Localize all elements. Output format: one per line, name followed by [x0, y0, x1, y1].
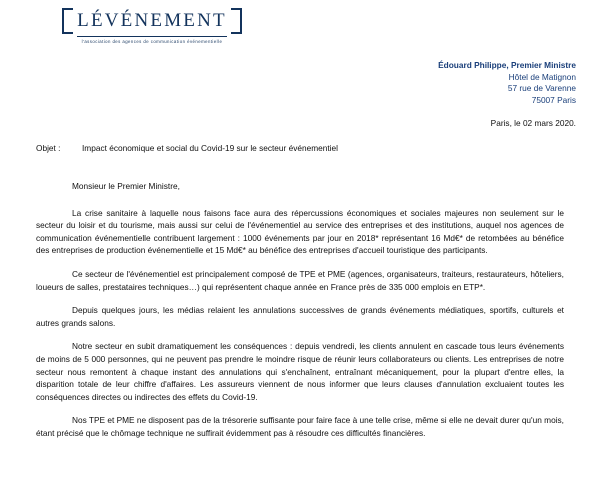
logo-tagline: l'association des agences de communication événementielle: [81, 39, 223, 44]
body-paragraph: La crise sanitaire à laquelle nous faisons face aura des répercussions économiques et sociales majeures non seulement sur le secteur du loisir et du tourisme, mais aussi sur celui de l'événementiel au service des entreprises et des institutions, auquel nos agences de communication événementielle contribuent largement : 1000 événements par jour en 2018* représentant 16 Md€* de retombées au bénéfice des entreprises de production événementielle et 15 Md€* au bénéfice des entreprises d'accueil touristique des participants.: [36, 207, 564, 256]
body-paragraph: Depuis quelques jours, les médias relaient les annulations successives de grands événements médiatiques, sportifs, culturels et autres grands salons.: [36, 305, 564, 328]
bracket-left-icon: [62, 8, 73, 34]
addressee-org: Hôtel de Matignon: [508, 71, 576, 82]
bracket-right-icon: [231, 8, 242, 34]
addressee-name: Édouard Philippe, Premier Ministre: [438, 60, 576, 70]
date-line: Paris, le 02 mars 2020.: [490, 118, 576, 128]
body-paragraph: Ce secteur de l'événementiel est principalement composé de TPE et PME (agences, organisateurs, traiteurs, restaurateurs, hôteliers, loueurs de salles, prestataires techniques…) qui représentent chaque année en France près de 335 000 emplois en ETP*.: [36, 268, 564, 292]
subject-label: Objet :: [36, 143, 61, 153]
logo-divider: [77, 36, 227, 37]
logo: [62, 8, 242, 34]
letterhead: [62, 8, 242, 44]
body-paragraph: Nos TPE et PME ne disposent pas de la trésorerie suffisante pour faire face à une telle crise, même si elle ne devait durer qu'un mois, étant précisé que le chômage technique ne suffirait évidemment pas à résoudre ces difficultés financières.: [36, 415, 564, 438]
addressee-street: 57 rue de Varenne: [507, 83, 576, 93]
addressee-block: [438, 60, 576, 106]
addressee-city: 75007 Paris: [531, 94, 576, 105]
salutation: Monsieur le Premier Ministre,: [72, 181, 180, 191]
logo-wordmark: LÉVÉNEMENT: [77, 10, 227, 31]
letter-body: [36, 180, 564, 451]
subject-line: [36, 143, 338, 153]
body-paragraph: Notre secteur en subit dramatiquement les conséquences : depuis vendredi, les clients annulent en cascade tous leurs événements de moins de 5 000 personnes, qui ne peuvent pas prendre le moindre risque de réunir leurs collaborateurs ou clients. Les entreprises de notre secteur nous remontent à chaque instant des annulations qui s'enchaînent, entraînant mécaniquement, pour la plupart d'entre elles, la disparition totale de leur chiffre d'affaires. Les assureurs viennent de nous informer que leurs clauses d'annulation excluaient toutes les conséquences directes ou indirectes des effets du Covid-19.: [36, 341, 564, 402]
subject-value: Impact économique et social du Covid-19 sur le secteur événementiel: [82, 143, 338, 153]
